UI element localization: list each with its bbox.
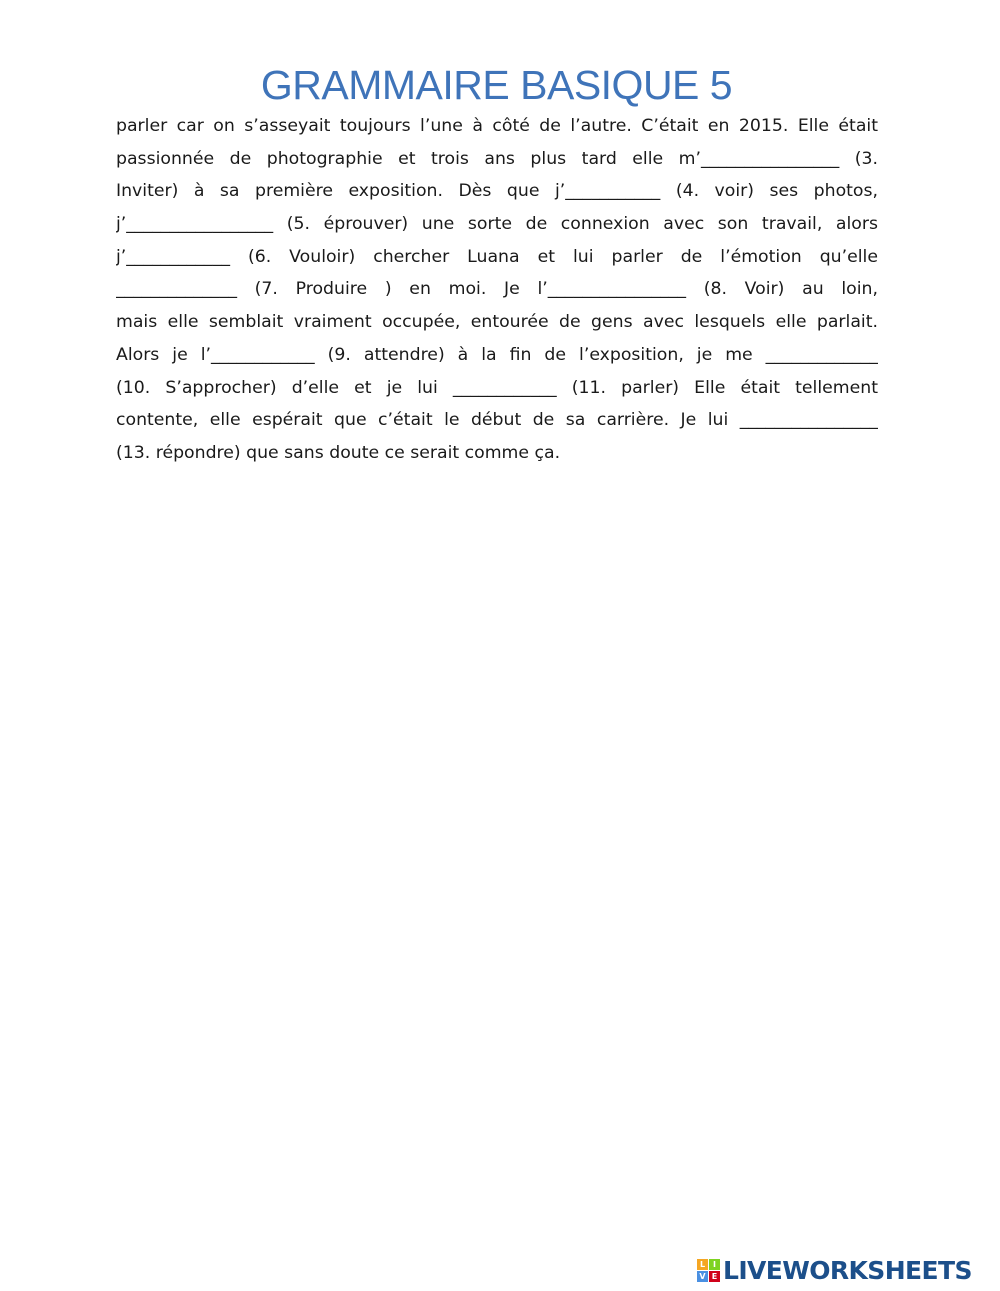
paragraph-line: mais elle semblait vraiment occupée, entourée de gens avec lesquels elle parlait. — [116, 312, 878, 333]
logo-tile-letter: V — [697, 1271, 708, 1282]
exercise-paragraph — [116, 110, 878, 470]
paragraph-line: Alors je l’____________ (9. attendre) à la fin de l’exposition, je me _____________ — [116, 344, 878, 365]
page-title: GRAMMAIRE BASIQUE 5 — [260, 62, 733, 108]
paragraph-line: parler car on s’asseyait toujours l’une à côté de l’autre. C’était en 2015. Elle était — [116, 116, 878, 136]
logo-tile-letter: E — [709, 1271, 720, 1282]
logo-tile-letter: L — [697, 1259, 708, 1270]
paragraph-line: (10. S’approcher) d’elle et je lui ____________ (11. parler) Elle était tellement — [116, 377, 878, 398]
paragraph-line: j’____________ (6. Vouloir) chercher Luana et lui parler de l’émotion qu’elle — [116, 246, 878, 267]
brand-text: LIVEWORKSHEETS — [723, 1255, 972, 1285]
paragraph-line: ______________ (7. Produire ) en moi. Je l’________________ (8. Voir) au loin, — [116, 279, 878, 300]
logo-tile-letter: I — [709, 1259, 720, 1270]
paragraph-line: contente, elle espérait que c’était le début de sa carrière. Je lui ________________ — [116, 410, 878, 431]
liveworksheets-brand — [697, 1253, 972, 1287]
paragraph-line: passionnée de photographie et trois ans plus tard elle m’________________ (3. — [116, 148, 878, 169]
liveworksheets-logo-icon — [697, 1259, 720, 1282]
paragraph-line: Inviter) à sa première exposition. Dès que j’___________ (4. voir) ses photos, — [116, 181, 878, 202]
paragraph-line: (13. répondre) que sans doute ce serait comme ça. — [116, 442, 561, 463]
paragraph-line: j’_________________ (5. éprouver) une sorte de connexion avec son travail, alors — [116, 214, 878, 235]
